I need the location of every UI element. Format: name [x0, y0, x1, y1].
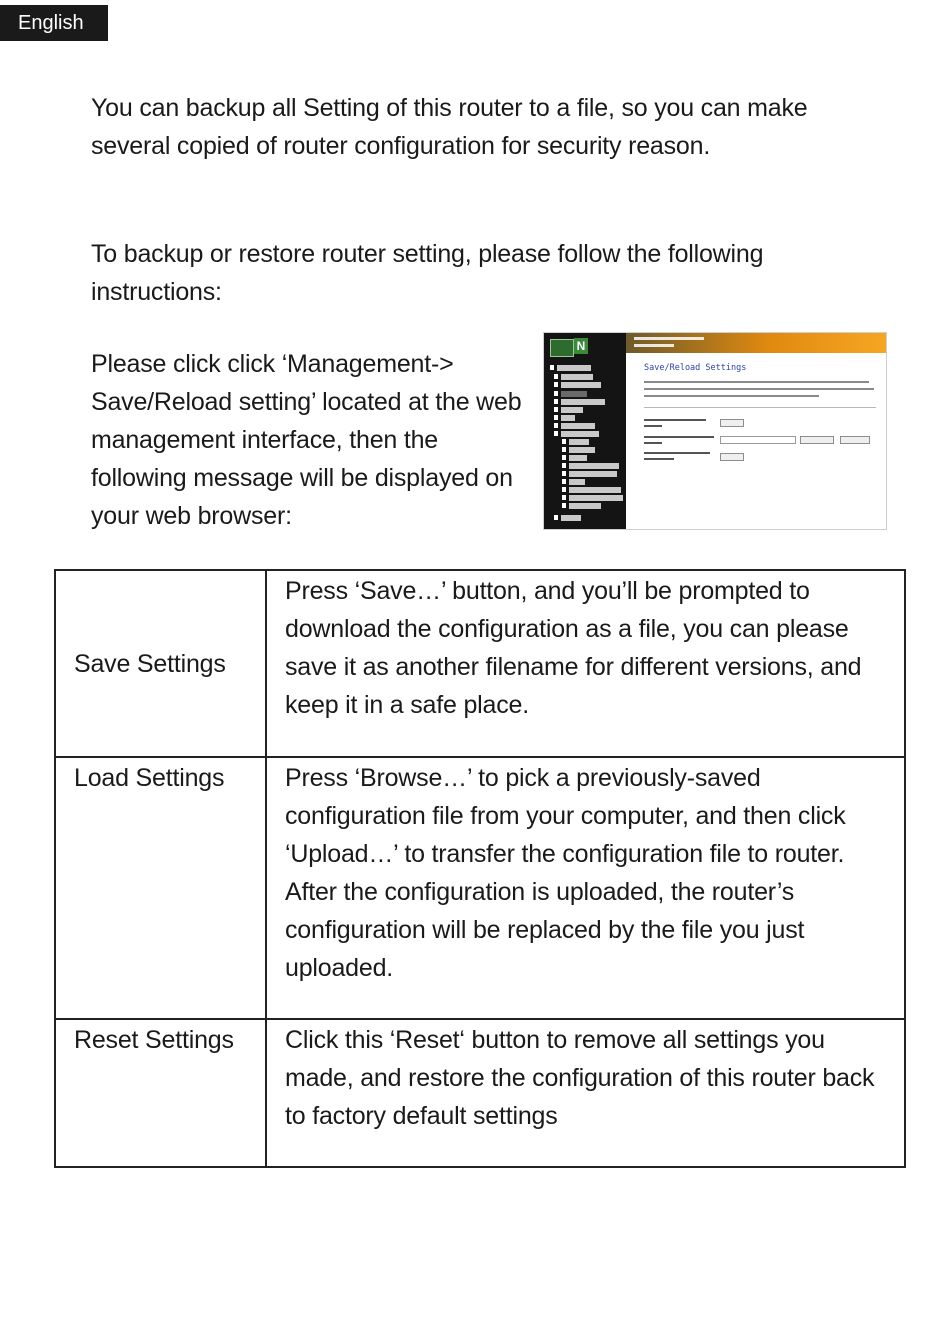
- nav-item: [561, 431, 599, 437]
- nav-bullet-icon: [554, 382, 558, 387]
- settings-table: [54, 569, 906, 1168]
- nav-bullet-icon: [562, 463, 566, 468]
- nav-bullet-icon: [554, 407, 558, 412]
- nav-item: [561, 415, 575, 421]
- nav-item: [561, 423, 595, 429]
- nav-bullet-icon: [554, 515, 558, 520]
- nav-bullet-icon: [554, 431, 558, 436]
- screenshot-browse-button: [800, 436, 834, 444]
- nav-bullet-icon: [550, 365, 554, 370]
- screenshot-header-banner: [626, 333, 886, 353]
- screenshot-upload-button: [840, 436, 870, 444]
- intro-paragraph-backup: You can backup all Setting of this router to a file, so you can make several copied of router configuration for security reason.: [91, 94, 808, 160]
- nav-item: [569, 455, 587, 461]
- nav-item: [561, 374, 593, 380]
- nav-item: [569, 479, 585, 485]
- nav-item: [569, 439, 589, 445]
- nav-item: [569, 503, 601, 509]
- nav-bullet-icon: [554, 391, 558, 396]
- nav-bullet-icon: [562, 479, 566, 484]
- nav-bullet-icon: [562, 503, 566, 508]
- nav-item: [569, 487, 621, 493]
- screenshot-save-button: [720, 419, 744, 427]
- nav-item: [561, 382, 601, 388]
- nav-bullet-icon: [562, 455, 566, 460]
- nav-item: [569, 463, 619, 469]
- nav-item: [569, 471, 617, 477]
- description-text-line: [644, 395, 819, 397]
- nav-bullet-icon: [562, 471, 566, 476]
- nav-item: [569, 447, 595, 453]
- nav-bullet-icon: [554, 423, 558, 428]
- description-text-line: [644, 388, 874, 390]
- save-settings-label-line: [644, 425, 662, 427]
- language-tab: English: [0, 5, 108, 41]
- nav-item: [561, 515, 581, 521]
- reset-settings-description: Click this ‘Reset‘ button to remove all settings you made, and restore the configuration of this router back to factory default settings: [266, 1019, 905, 1167]
- save-settings-description: Press ‘Save…’ button, and you’ll be prompted to download the configuration as a file, you can please save it as another filename for different versions, and keep it in a safe place.: [266, 570, 905, 757]
- reset-settings-label-line: [644, 452, 710, 454]
- save-settings-label-line: [644, 419, 706, 421]
- reset-settings-label-line: [644, 458, 674, 460]
- description-text-line: [644, 381, 869, 383]
- nav-bullet-icon: [562, 487, 566, 492]
- intro-paragraph-instructions: To backup or restore router setting, please follow the following instructions:: [91, 240, 764, 306]
- load-settings-label-line: [644, 436, 714, 438]
- nav-item: [557, 365, 591, 371]
- load-settings-label-line: [644, 442, 662, 444]
- screenshot-reset-button: [720, 453, 744, 461]
- header-text-line: [634, 344, 674, 347]
- table-row: [55, 757, 905, 1019]
- nav-bullet-icon: [562, 495, 566, 500]
- nav-bullet-icon: [554, 399, 558, 404]
- nav-item: [561, 391, 587, 397]
- screenshot-sidebar: [544, 333, 626, 529]
- nav-bullet-icon: [554, 415, 558, 420]
- intro-paragraph-navigation: Please click click ‘Management-> Save/Reload setting’ located at the web management interface, then the following message will be displayed on your web browser:: [91, 350, 522, 530]
- save-settings-label: Save Settings: [55, 570, 266, 757]
- nav-bullet-icon: [562, 447, 566, 452]
- screenshot-logo-letter: N: [574, 338, 588, 354]
- nav-bullet-icon: [562, 439, 566, 444]
- load-settings-label: Load Settings: [55, 757, 266, 1019]
- table-row: [55, 1019, 905, 1167]
- nav-item: [561, 399, 605, 405]
- nav-item: [561, 407, 583, 413]
- header-text-line: [634, 337, 704, 340]
- nav-bullet-icon: [554, 374, 558, 379]
- screenshot-file-input: [720, 436, 796, 444]
- screenshot-logo-icon: [550, 339, 574, 357]
- nav-item: [569, 495, 623, 501]
- table-row: [55, 570, 905, 757]
- screenshot-divider: [644, 407, 876, 408]
- screenshot-page-title: Save/Reload Settings: [644, 363, 747, 373]
- load-settings-description: Press ‘Browse…’ to pick a previously-saved configuration file from your computer, and then click ‘Upload…’ to transfer the configuration file to router. After the configuration is uploaded, the router’s configuration will be replaced by the file you just uploaded.: [266, 757, 905, 1019]
- router-ui-screenshot: [544, 333, 886, 529]
- reset-settings-label: Reset Settings: [55, 1019, 266, 1167]
